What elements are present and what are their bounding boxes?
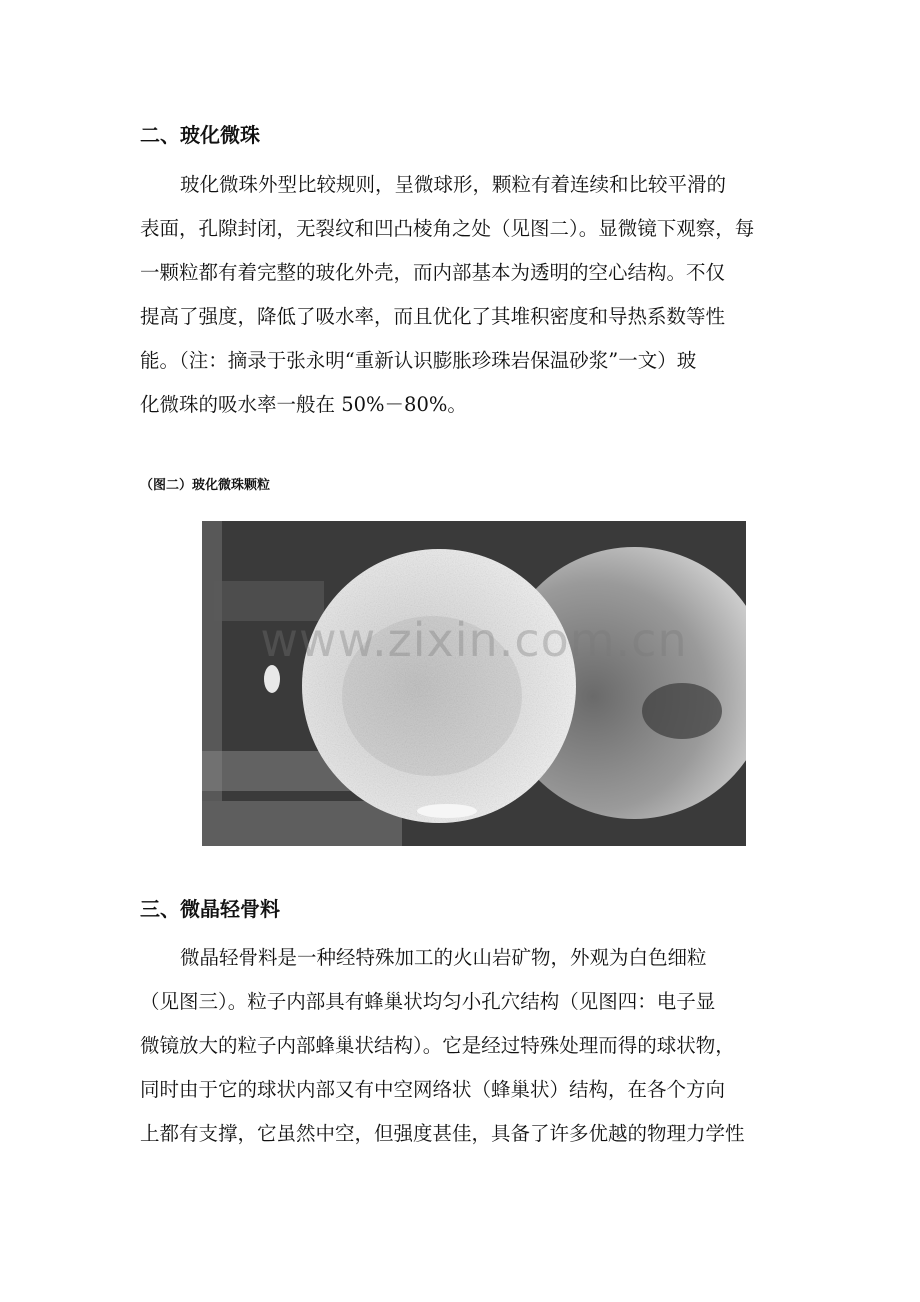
section-heading-microcrystalline-aggregate: 三、微晶轻骨料 bbox=[140, 897, 280, 921]
text-line: 表面，孔隙封闭，无裂纹和凹凸棱角之处（见图二）。显微镜下观察，每 bbox=[140, 217, 755, 240]
text-line: 同时由于它的球状内部又有中空网络状（蜂巢状）结构，在各个方向 bbox=[140, 1078, 726, 1101]
text-line: 微晶轻骨料是一种经特殊加工的火山岩矿物，外观为白色细粒 bbox=[180, 946, 707, 969]
paragraph-microcrystalline-aggregate bbox=[140, 936, 782, 1156]
text-line: （见图三）。粒子内部具有蜂巢状均匀小孔穴结构（见图四：电子显 bbox=[140, 990, 716, 1013]
section-heading-vitrified-microbeads: 二、玻化微珠 bbox=[140, 123, 260, 147]
paragraph-vitrified-microbeads bbox=[140, 163, 782, 427]
figure-caption: （图二）玻化微珠颗粒 bbox=[140, 478, 271, 493]
text-line: 微镜放大的粒子内部蜂巢状结构）。它是经过特殊处理而得的球状物， bbox=[140, 1034, 735, 1057]
text-line: 上都有支撑，它虽然中空，但强度甚佳，具备了许多优越的物理力学性 bbox=[140, 1122, 745, 1145]
text-line: 提高了强度，降低了吸水率，而且优化了其堆积密度和导热系数等性 bbox=[140, 305, 726, 328]
text-line: 能。（注：摘录于张永明“重新认识膨胀珍珠岩保温砂浆”一文）玻 bbox=[140, 349, 697, 372]
text-line: 一颗粒都有着完整的玻化外壳，而内部基本为透明的空心结构。不仅 bbox=[140, 261, 726, 284]
microbead-photo bbox=[202, 521, 746, 846]
microbead-photo-graphic bbox=[202, 521, 746, 846]
text-line: 玻化微珠外型比较规则，呈微球形，颗粒有着连续和比较平滑的 bbox=[180, 173, 727, 196]
text-line: 化微珠的吸水率一般在 50%－80%。 bbox=[140, 393, 467, 416]
watermark: www.zixin.com.cn bbox=[260, 613, 688, 667]
